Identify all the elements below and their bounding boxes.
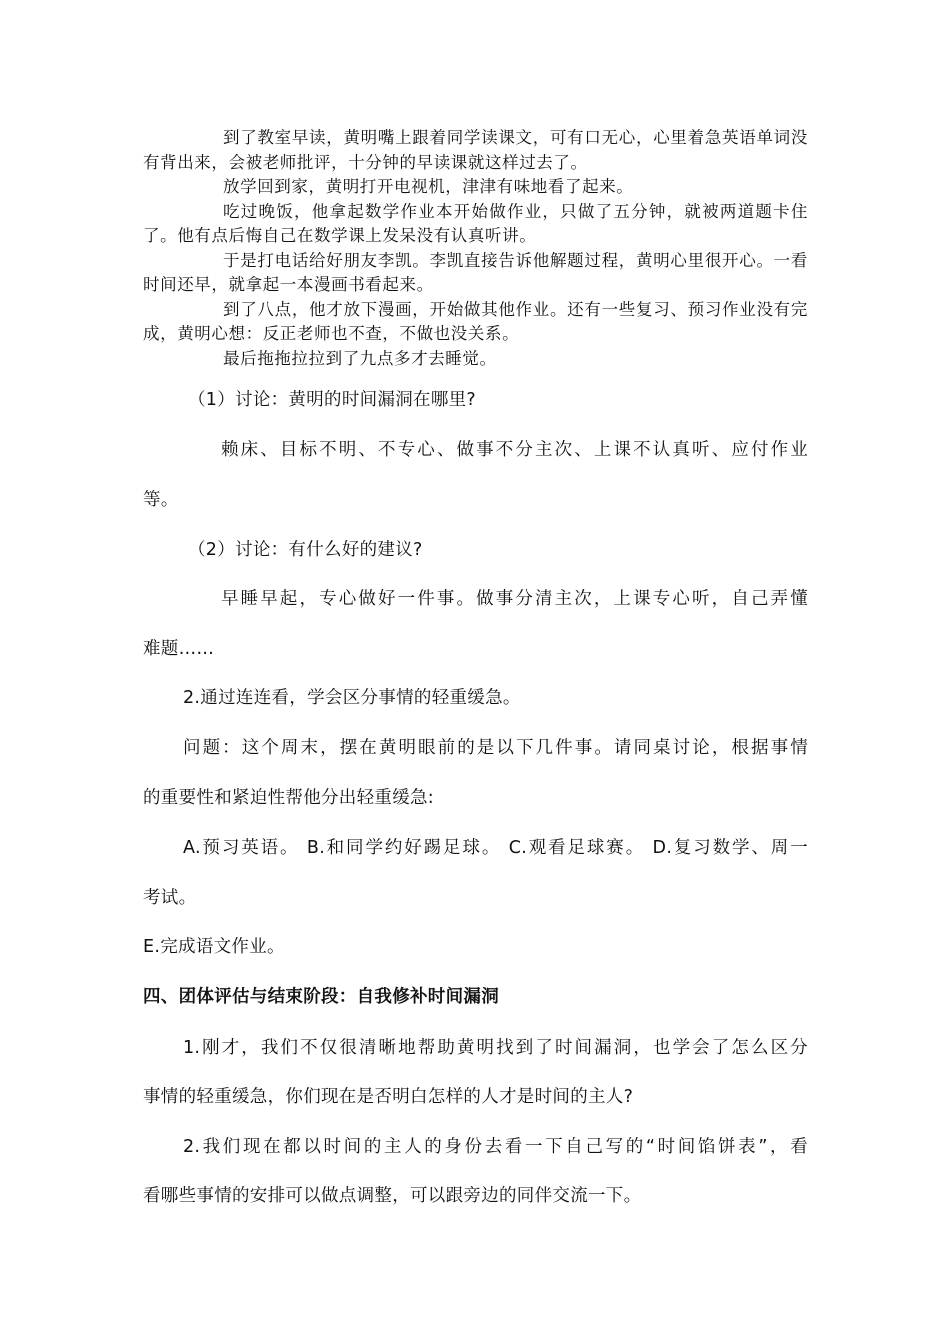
story-paragraph: 吃过晚饭，他拿起数学作业本开始做作业，只做了五分钟，就被两道题卡住了。他有点后悔自己在数学课上发呆没有认真听讲。 bbox=[143, 201, 808, 245]
discussion-1-question: （1）讨论：黄明的时间漏洞在哪里? bbox=[188, 390, 477, 410]
activity-2-question-line-1: 问题：这个周末，摆在黄明眼前的是以下几件事。请同桌讨论，根据事情 bbox=[183, 738, 808, 758]
discussion-1-answer-line-1: 赖床、目标不明、不专心、做事不分主次、上课不认真听、应付作业 bbox=[221, 440, 808, 460]
story-paragraph: 放学回到家，黄明打开电视机，津津有味地看了起来。 bbox=[223, 177, 634, 196]
story-passage bbox=[143, 126, 808, 371]
discussion-2-answer-line-1: 早睡早起，专心做好一件事。做事分清主次，上课专心听，自己弄懂 bbox=[221, 589, 808, 609]
activity-2-options-line-3: E.完成语文作业。 bbox=[143, 937, 285, 957]
story-paragraph: 到了教室早读，黄明嘴上跟着同学读课文，可有口无心，心里着急英语单词没有背出来，会被老师批评，十分钟的早读课就这样过去了。 bbox=[143, 128, 808, 172]
discussion-1-answer-line-2: 等。 bbox=[143, 490, 179, 510]
activity-2-options-line-1: A.预习英语。 B.和同学约好踢足球。 C.观看足球赛。 D.复习数学、周一 bbox=[183, 838, 808, 858]
discussion-2-question: （2）讨论：有什么好的建议? bbox=[188, 540, 423, 560]
section-4-paragraph-2-line-1: 2.我们现在都以时间的主人的身份去看一下自己写的“时间馅饼表”，看 bbox=[183, 1137, 808, 1157]
discussion-2-answer-line-2: 难题…… bbox=[143, 639, 215, 659]
section-4-paragraph-1-line-2: 事情的轻重缓急，你们现在是否明白怎样的人才是时间的主人? bbox=[143, 1087, 634, 1107]
story-paragraph: 到了八点，他才放下漫画，开始做其他作业。还有一些复习、预习作业没有完成，黄明心想：反正老师也不查，不做也没关系。 bbox=[143, 299, 808, 343]
activity-2-options-line-2: 考试。 bbox=[143, 888, 197, 908]
activity-2-question-line-2: 的重要性和紧迫性帮他分出轻重缓急: bbox=[143, 788, 434, 808]
story-paragraph: 最后拖拖拉拉到了九点多才去睡觉。 bbox=[223, 348, 497, 368]
activity-2-heading: 2.通过连连看，学会区分事情的轻重缓急。 bbox=[183, 688, 521, 708]
section-4-paragraph-1-line-1: 1.刚才，我们不仅很清晰地帮助黄明找到了时间漏洞，也学会了怎么区分 bbox=[183, 1038, 808, 1058]
section-4-paragraph-2-line-2: 看哪些事情的安排可以做点调整，可以跟旁边的同伴交流一下。 bbox=[143, 1186, 642, 1206]
section-4-title: 四、团体评估与结束阶段：自我修补时间漏洞 bbox=[143, 987, 499, 1007]
story-paragraph: 于是打电话给好朋友李凯。李凯直接告诉他解题过程，黄明心里很开心。一看时间还早，就拿起一本漫画书看起来。 bbox=[143, 250, 808, 294]
